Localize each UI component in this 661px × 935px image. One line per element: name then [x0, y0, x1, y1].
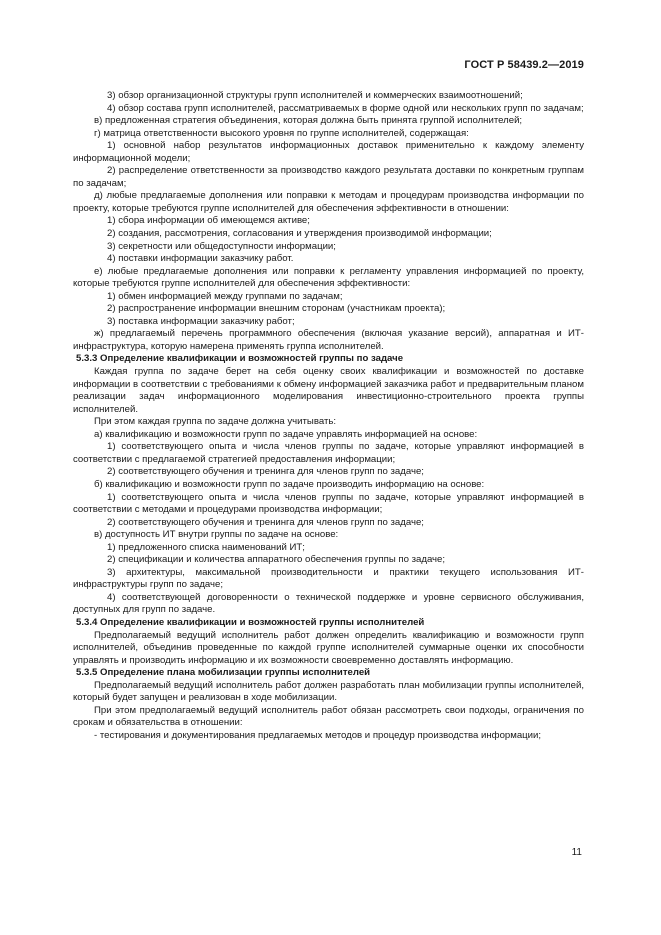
paragraph: 3) секретности или общедоступности информации;	[107, 240, 336, 252]
page-number: 11	[571, 847, 582, 858]
paragraph: 4) поставки информации заказчику работ.	[107, 253, 294, 265]
paragraph: 1) основной набор результатов информационных доставок применительно к каждому элементу информационной модели;	[73, 140, 584, 164]
paragraph: 3) архитектуры, максимальной производительности и практики текущего использования ИТ-инфраструктуры групп по задаче;	[73, 566, 584, 591]
paragraph: 4) соответствующей договоренности о технической поддержке и уровне сервисного обслуживания, доступных для групп по задаче.	[73, 591, 584, 616]
paragraph: 2) соответствующего обучения и тренинга для членов групп по задаче;	[107, 466, 424, 478]
section-heading: 5.3.5 Определение плана мобилизации группы исполнителей	[76, 667, 371, 679]
paragraph: 2) создания, рассмотрения, согласования и утверждения производимой информации;	[107, 228, 492, 240]
paragraph: 2) спецификации и количества аппаратного обеспечения группы по задаче;	[107, 554, 446, 566]
section-heading: 5.3.3 Определение квалификации и возможностей группы по задаче	[76, 353, 404, 365]
paragraph: Каждая группа по задаче берет на себя оценку своих квалификации и возможностей по доставке информации в соответствии с требованиями к обмену информацией заказчика работ и предварительным планом реализации задач информационного моделирования инвестиционно-строительного проекта группы исполнителей.	[73, 366, 584, 415]
paragraph: 2) распространение информации внешним сторонам (участникам проекта);	[107, 303, 446, 315]
paragraph: 4) обзор состава групп исполнителей, рассматриваемых в форме одной или нескольких групп по задачам;	[107, 102, 584, 114]
paragraph: г) матрица ответственности высокого уровня по группе исполнителей, содержащая:	[94, 127, 469, 139]
paragraph: 3) поставка информации заказчику работ;	[107, 315, 295, 327]
paragraph: Предполагаемый ведущий исполнитель работ должен определить квалификацию и возможности групп исполнителей, объединив проведенные по каждой группе исполнителей суммарные оценки их способности управлять и производить информацию и их возможности своевременно доставлять информацию.	[73, 629, 584, 666]
paragraph: 1) соответствующего опыта и числа членов группы по задаче, которые управляют информацией в соответствии с методами и процедурами производства информации;	[73, 491, 584, 516]
paragraph: При этом каждая группа по задаче должна учитывать:	[94, 416, 336, 428]
document-code: ГОСТ Р 58439.2—2019	[464, 59, 584, 71]
paragraph: Предполагаемый ведущий исполнитель работ должен разработать план мобилизации группы исполнителей, который будет запущен и реализован в ходе мобилизации.	[73, 679, 584, 704]
paragraph: - тестирования и документирования предлагаемых методов и процедур производства информации;	[94, 729, 542, 741]
paragraph: б) квалификацию и возможности групп по задаче производить информацию на основе:	[94, 478, 485, 490]
paragraph: ж) предлагаемый перечень программного обеспечения (включая указание версий), аппаратная и ИТ-инфраструктура, которую намерена применять группа исполнителей.	[73, 328, 584, 352]
paragraph: в) доступность ИТ внутри группы по задаче на основе:	[94, 529, 339, 541]
paragraph: д) любые предлагаемые дополнения или поправки к методам и процедурам производства информации по проекту, которые требуются группе исполнителей для обеспечения эффективности в отношении:	[73, 190, 584, 214]
paragraph: а) квалификацию и возможности групп по задаче управлять информацией на основе:	[94, 428, 478, 440]
paragraph: При этом предполагаемый ведущий исполнитель работ обязан рассмотреть свои подходы, ограничения по срокам и обязательства в отношении:	[73, 704, 584, 729]
paragraph: 1) сбора информации об имеющемся активе;	[107, 215, 310, 227]
paragraph: 1) соответствующего опыта и числа членов группы по задаче, которые управляют информацией в соответствии с предлагаемой стратегией предоставления информации;	[73, 441, 584, 465]
paragraph: 3) обзор организационной структуры групп исполнителей и коммерческих взаимоотношений;	[107, 90, 523, 101]
body-text	[73, 90, 584, 742]
section-heading: 5.3.4 Определение квалификации и возможностей группы исполнителей	[76, 616, 425, 628]
paragraph: 1) обмен информацией между группами по задачам;	[107, 290, 343, 302]
paragraph: 2) распределение ответственности за производство каждого результата доставки по конкретным группам по задачам;	[73, 165, 584, 189]
paragraph: е) любые предлагаемые дополнения или поправки к регламенту управления информацией по проекту, которые требуются группе исполнителей для обеспечения эффективности:	[73, 265, 584, 290]
paragraph: 1) предложенного списка наименований ИТ;	[107, 541, 305, 553]
paragraph: в) предложенная стратегия объединения, которая должна быть принята группой исполнителей;	[94, 115, 523, 127]
paragraph: 2) соответствующего обучения и тренинга для членов групп по задаче;	[107, 516, 424, 528]
